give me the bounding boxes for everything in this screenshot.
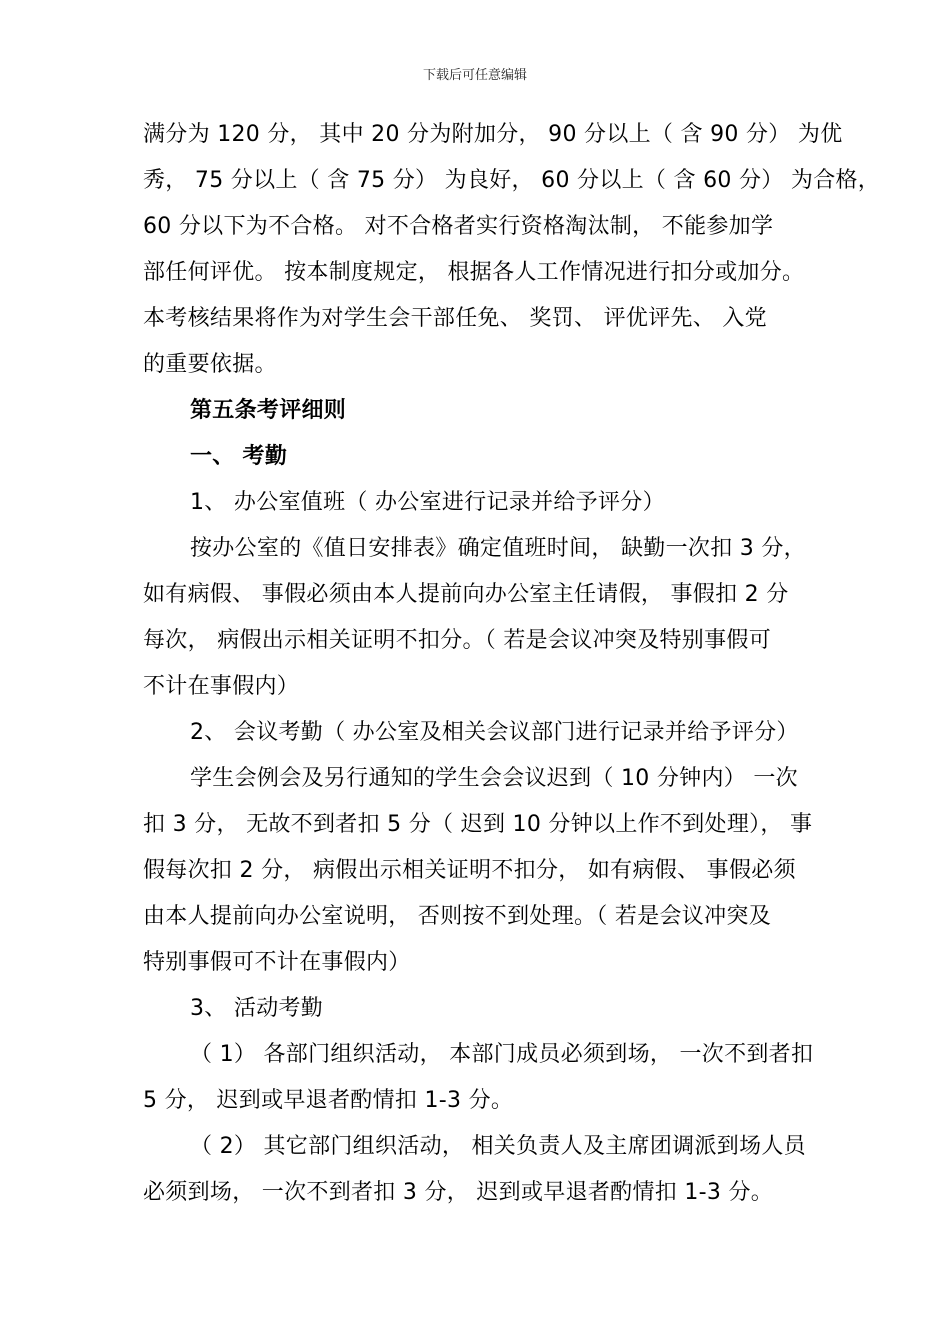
body-line: 如有病假、 事假必须由本人提前向办公室主任请假， 事假扣 2 分 [143,582,789,607]
body-line: 部任何评优。 按本制度规定， 根据各人工作情况进行扣分或加分。 [143,260,805,285]
article-heading: 第五条考评细则 [190,398,347,423]
body-line: 由本人提前向办公室说明， 否则按不到处理。（ 若是会议冲突及 [143,904,771,929]
item-heading: 3、 活动考勤 [190,996,324,1021]
item-heading: 2、 会议考勤（ 办公室及相关会议部门进行记录并给予评分） [190,720,799,745]
body-line: （ 2） 其它部门组织活动， 相关负责人及主席团调派到场人员 [190,1134,806,1159]
body-line: 特别事假可不计在事假内） [143,950,411,975]
body-line: 扣 3 分， 无故不到者扣 5 分（ 迟到 10 分钟以上作不到处理）， 事 [143,812,813,837]
body-line: 必须到场， 一次不到者扣 3 分， 迟到或早退者酌情扣 1-3 分。 [143,1180,774,1205]
section-heading: 一、 考勤 [190,444,288,469]
body-line: 按办公室的《值日安排表》确定值班时间， 缺勤一次扣 3 分， [190,536,806,561]
body-line: 每次， 病假出示相关证明不扣分。（ 若是会议冲突及特别事假可 [143,628,771,653]
body-line: 5 分， 迟到或早退者酌情扣 1-3 分。 [143,1088,514,1113]
body-line: 不计在事假内） [143,674,300,699]
body-line: 60 分以下为不合格。 对不合格者实行资格淘汰制， 不能参加学 [143,214,774,239]
body-line: （ 1） 各部门组织活动， 本部门成员必须到场， 一次不到者扣 [190,1042,814,1067]
body-line: 学生会例会及另行通知的学生会会议迟到（ 10 分钟内） 一次 [190,766,798,791]
page-header: 下载后可任意编辑 [422,68,527,83]
body-line: 本考核结果将作为对学生会干部任免、 奖罚、 评优评先、 入党 [143,306,767,331]
body-line: 秀， 75 分以上（ 含 75 分） 为良好， 60 分以上（ 含 60 分） 为合格， [143,168,881,193]
body-line: 假每次扣 2 分， 病假出示相关证明不扣分， 如有病假、 事假必须 [143,858,796,883]
item-heading: 1、 办公室值班（ 办公室进行记录并给予评分） [190,490,665,515]
body-line: 满分为 120 分， 其中 20 分为附加分， 90 分以上（ 含 90 分） 为优 [143,122,843,147]
body-line: 的重要依据。 [143,352,277,377]
